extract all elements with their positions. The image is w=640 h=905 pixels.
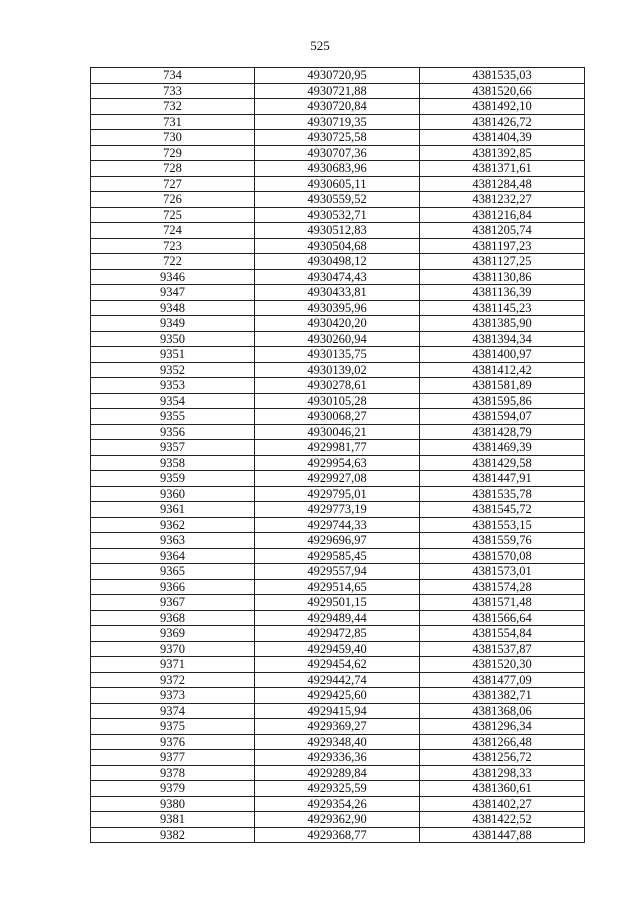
- point-number-cell: 9378: [91, 765, 255, 781]
- table-row: [91, 548, 585, 564]
- x-coordinate-cell: 4930605,11: [255, 176, 420, 192]
- x-coordinate-cell: 4930433,81: [255, 285, 420, 301]
- y-coordinate-cell: 4381412,42: [420, 362, 585, 378]
- table-row: [91, 362, 585, 378]
- x-coordinate-cell: 4929348,40: [255, 734, 420, 750]
- table-row: [91, 393, 585, 409]
- x-coordinate-cell: 4929289,84: [255, 765, 420, 781]
- coordinates-table: [90, 67, 585, 843]
- table-row: [91, 130, 585, 146]
- x-coordinate-cell: 4929472,85: [255, 626, 420, 642]
- y-coordinate-cell: 4381535,03: [420, 68, 585, 84]
- x-coordinate-cell: 4930498,12: [255, 254, 420, 270]
- y-coordinate-cell: 4381571,48: [420, 595, 585, 611]
- y-coordinate-cell: 4381392,85: [420, 145, 585, 161]
- point-number-cell: 9366: [91, 579, 255, 595]
- point-number-cell: 9357: [91, 440, 255, 456]
- point-number-cell: 9374: [91, 703, 255, 719]
- table-row: [91, 192, 585, 208]
- x-coordinate-cell: 4929354,26: [255, 796, 420, 812]
- x-coordinate-cell: 4929585,45: [255, 548, 420, 564]
- y-coordinate-cell: 4381520,30: [420, 657, 585, 673]
- table-row: [91, 719, 585, 735]
- x-coordinate-cell: 4929368,77: [255, 827, 420, 843]
- point-number-cell: 9372: [91, 672, 255, 688]
- point-number-cell: 9354: [91, 393, 255, 409]
- x-coordinate-cell: 4930278,61: [255, 378, 420, 394]
- point-number-cell: 9360: [91, 486, 255, 502]
- y-coordinate-cell: 4381447,88: [420, 827, 585, 843]
- point-number-cell: 9363: [91, 533, 255, 549]
- point-number-cell: 9353: [91, 378, 255, 394]
- table-row: [91, 827, 585, 843]
- y-coordinate-cell: 4381492,10: [420, 99, 585, 115]
- table-row: [91, 579, 585, 595]
- table-row: [91, 176, 585, 192]
- table-row: [91, 796, 585, 812]
- x-coordinate-cell: 4929927,08: [255, 471, 420, 487]
- y-coordinate-cell: 4381298,33: [420, 765, 585, 781]
- point-number-cell: 732: [91, 99, 255, 115]
- table-row: [91, 486, 585, 502]
- point-number-cell: 9350: [91, 331, 255, 347]
- y-coordinate-cell: 4381266,48: [420, 734, 585, 750]
- y-coordinate-cell: 4381394,34: [420, 331, 585, 347]
- x-coordinate-cell: 4930135,75: [255, 347, 420, 363]
- y-coordinate-cell: 4381360,61: [420, 781, 585, 797]
- x-coordinate-cell: 4929773,19: [255, 502, 420, 518]
- point-number-cell: 728: [91, 161, 255, 177]
- table-row: [91, 331, 585, 347]
- x-coordinate-cell: 4929362,90: [255, 812, 420, 828]
- point-number-cell: 9349: [91, 316, 255, 332]
- point-number-cell: 9370: [91, 641, 255, 657]
- table-row: [91, 285, 585, 301]
- table-row: [91, 610, 585, 626]
- x-coordinate-cell: 4930420,20: [255, 316, 420, 332]
- point-number-cell: 9381: [91, 812, 255, 828]
- table-row: [91, 595, 585, 611]
- y-coordinate-cell: 4381553,15: [420, 517, 585, 533]
- x-coordinate-cell: 4930046,21: [255, 424, 420, 440]
- table-row: [91, 83, 585, 99]
- table-row: [91, 471, 585, 487]
- x-coordinate-cell: 4930068,27: [255, 409, 420, 425]
- y-coordinate-cell: 4381385,90: [420, 316, 585, 332]
- y-coordinate-cell: 4381566,64: [420, 610, 585, 626]
- point-number-cell: 9362: [91, 517, 255, 533]
- x-coordinate-cell: 4930720,95: [255, 68, 420, 84]
- table-row: [91, 533, 585, 549]
- point-number-cell: 9364: [91, 548, 255, 564]
- table-row: [91, 68, 585, 84]
- point-number-cell: 727: [91, 176, 255, 192]
- y-coordinate-cell: 4381520,66: [420, 83, 585, 99]
- x-coordinate-cell: 4929981,77: [255, 440, 420, 456]
- x-coordinate-cell: 4930395,96: [255, 300, 420, 316]
- point-number-cell: 9382: [91, 827, 255, 843]
- y-coordinate-cell: 4381256,72: [420, 750, 585, 766]
- point-number-cell: 9359: [91, 471, 255, 487]
- x-coordinate-cell: 4930532,71: [255, 207, 420, 223]
- coordinates-table-body: [91, 68, 585, 843]
- point-number-cell: 9361: [91, 502, 255, 518]
- y-coordinate-cell: 4381429,58: [420, 455, 585, 471]
- point-number-cell: 9368: [91, 610, 255, 626]
- y-coordinate-cell: 4381447,91: [420, 471, 585, 487]
- table-row: [91, 269, 585, 285]
- point-number-cell: 9356: [91, 424, 255, 440]
- x-coordinate-cell: 4929336,36: [255, 750, 420, 766]
- table-row: [91, 688, 585, 704]
- point-number-cell: 9347: [91, 285, 255, 301]
- table-row: [91, 254, 585, 270]
- point-number-cell: 725: [91, 207, 255, 223]
- table-row: [91, 207, 585, 223]
- y-coordinate-cell: 4381428,79: [420, 424, 585, 440]
- x-coordinate-cell: 4930474,43: [255, 269, 420, 285]
- x-coordinate-cell: 4929489,44: [255, 610, 420, 626]
- table-row: [91, 378, 585, 394]
- table-row: [91, 238, 585, 254]
- y-coordinate-cell: 4381136,39: [420, 285, 585, 301]
- point-number-cell: 9358: [91, 455, 255, 471]
- point-number-cell: 9367: [91, 595, 255, 611]
- y-coordinate-cell: 4381402,27: [420, 796, 585, 812]
- x-coordinate-cell: 4929425,60: [255, 688, 420, 704]
- y-coordinate-cell: 4381382,71: [420, 688, 585, 704]
- point-number-cell: 724: [91, 223, 255, 239]
- table-row: [91, 703, 585, 719]
- point-number-cell: 9376: [91, 734, 255, 750]
- table-row: [91, 672, 585, 688]
- table-row: [91, 161, 585, 177]
- table-row: [91, 300, 585, 316]
- x-coordinate-cell: 4930721,88: [255, 83, 420, 99]
- y-coordinate-cell: 4381594,07: [420, 409, 585, 425]
- table-row: [91, 657, 585, 673]
- point-number-cell: 731: [91, 114, 255, 130]
- x-coordinate-cell: 4930720,84: [255, 99, 420, 115]
- point-number-cell: 734: [91, 68, 255, 84]
- table-row: [91, 145, 585, 161]
- table-row: [91, 734, 585, 750]
- point-number-cell: 9371: [91, 657, 255, 673]
- x-coordinate-cell: 4930139,02: [255, 362, 420, 378]
- x-coordinate-cell: 4930512,83: [255, 223, 420, 239]
- table-row: [91, 99, 585, 115]
- y-coordinate-cell: 4381574,28: [420, 579, 585, 595]
- x-coordinate-cell: 4930719,35: [255, 114, 420, 130]
- point-number-cell: 733: [91, 83, 255, 99]
- x-coordinate-cell: 4929369,27: [255, 719, 420, 735]
- x-coordinate-cell: 4930683,96: [255, 161, 420, 177]
- point-number-cell: 730: [91, 130, 255, 146]
- x-coordinate-cell: 4929325,59: [255, 781, 420, 797]
- table-row: [91, 316, 585, 332]
- table-row: [91, 781, 585, 797]
- y-coordinate-cell: 4381371,61: [420, 161, 585, 177]
- x-coordinate-cell: 4930260,94: [255, 331, 420, 347]
- table-row: [91, 517, 585, 533]
- y-coordinate-cell: 4381559,76: [420, 533, 585, 549]
- point-number-cell: 9377: [91, 750, 255, 766]
- table-row: [91, 626, 585, 642]
- x-coordinate-cell: 4929744,33: [255, 517, 420, 533]
- point-number-cell: 9373: [91, 688, 255, 704]
- x-coordinate-cell: 4929795,01: [255, 486, 420, 502]
- table-row: [91, 347, 585, 363]
- point-number-cell: 722: [91, 254, 255, 270]
- table-row: [91, 455, 585, 471]
- y-coordinate-cell: 4381595,86: [420, 393, 585, 409]
- y-coordinate-cell: 4381205,74: [420, 223, 585, 239]
- y-coordinate-cell: 4381368,06: [420, 703, 585, 719]
- y-coordinate-cell: 4381216,84: [420, 207, 585, 223]
- y-coordinate-cell: 4381535,78: [420, 486, 585, 502]
- x-coordinate-cell: 4929459,40: [255, 641, 420, 657]
- point-number-cell: 9346: [91, 269, 255, 285]
- x-coordinate-cell: 4929954,63: [255, 455, 420, 471]
- table-row: [91, 114, 585, 130]
- x-coordinate-cell: 4929501,15: [255, 595, 420, 611]
- table-row: [91, 765, 585, 781]
- table-row: [91, 502, 585, 518]
- x-coordinate-cell: 4929557,94: [255, 564, 420, 580]
- table-row: [91, 812, 585, 828]
- point-number-cell: 9352: [91, 362, 255, 378]
- point-number-cell: 9379: [91, 781, 255, 797]
- y-coordinate-cell: 4381404,39: [420, 130, 585, 146]
- point-number-cell: 9369: [91, 626, 255, 642]
- y-coordinate-cell: 4381554,84: [420, 626, 585, 642]
- table-row: [91, 409, 585, 425]
- y-coordinate-cell: 4381537,87: [420, 641, 585, 657]
- point-number-cell: 9351: [91, 347, 255, 363]
- x-coordinate-cell: 4930725,58: [255, 130, 420, 146]
- x-coordinate-cell: 4930105,28: [255, 393, 420, 409]
- x-coordinate-cell: 4929454,62: [255, 657, 420, 673]
- table-row: [91, 750, 585, 766]
- y-coordinate-cell: 4381426,72: [420, 114, 585, 130]
- y-coordinate-cell: 4381197,23: [420, 238, 585, 254]
- table-row: [91, 424, 585, 440]
- y-coordinate-cell: 4381232,27: [420, 192, 585, 208]
- y-coordinate-cell: 4381545,72: [420, 502, 585, 518]
- point-number-cell: 729: [91, 145, 255, 161]
- x-coordinate-cell: 4929442,74: [255, 672, 420, 688]
- table-row: [91, 440, 585, 456]
- y-coordinate-cell: 4381127,25: [420, 254, 585, 270]
- x-coordinate-cell: 4929696,97: [255, 533, 420, 549]
- y-coordinate-cell: 4381573,01: [420, 564, 585, 580]
- x-coordinate-cell: 4930559,52: [255, 192, 420, 208]
- point-number-cell: 9375: [91, 719, 255, 735]
- y-coordinate-cell: 4381145,23: [420, 300, 585, 316]
- point-number-cell: 9355: [91, 409, 255, 425]
- page-number: 525: [310, 38, 330, 53]
- x-coordinate-cell: 4930504,68: [255, 238, 420, 254]
- y-coordinate-cell: 4381581,89: [420, 378, 585, 394]
- y-coordinate-cell: 4381570,08: [420, 548, 585, 564]
- point-number-cell: 723: [91, 238, 255, 254]
- x-coordinate-cell: 4929514,65: [255, 579, 420, 595]
- y-coordinate-cell: 4381284,48: [420, 176, 585, 192]
- table-row: [91, 641, 585, 657]
- table-row: [91, 564, 585, 580]
- y-coordinate-cell: 4381400,97: [420, 347, 585, 363]
- y-coordinate-cell: 4381130,86: [420, 269, 585, 285]
- y-coordinate-cell: 4381422,52: [420, 812, 585, 828]
- x-coordinate-cell: 4929415,94: [255, 703, 420, 719]
- point-number-cell: 9365: [91, 564, 255, 580]
- y-coordinate-cell: 4381477,09: [420, 672, 585, 688]
- point-number-cell: 726: [91, 192, 255, 208]
- y-coordinate-cell: 4381296,34: [420, 719, 585, 735]
- table-row: [91, 223, 585, 239]
- y-coordinate-cell: 4381469,39: [420, 440, 585, 456]
- point-number-cell: 9348: [91, 300, 255, 316]
- x-coordinate-cell: 4930707,36: [255, 145, 420, 161]
- point-number-cell: 9380: [91, 796, 255, 812]
